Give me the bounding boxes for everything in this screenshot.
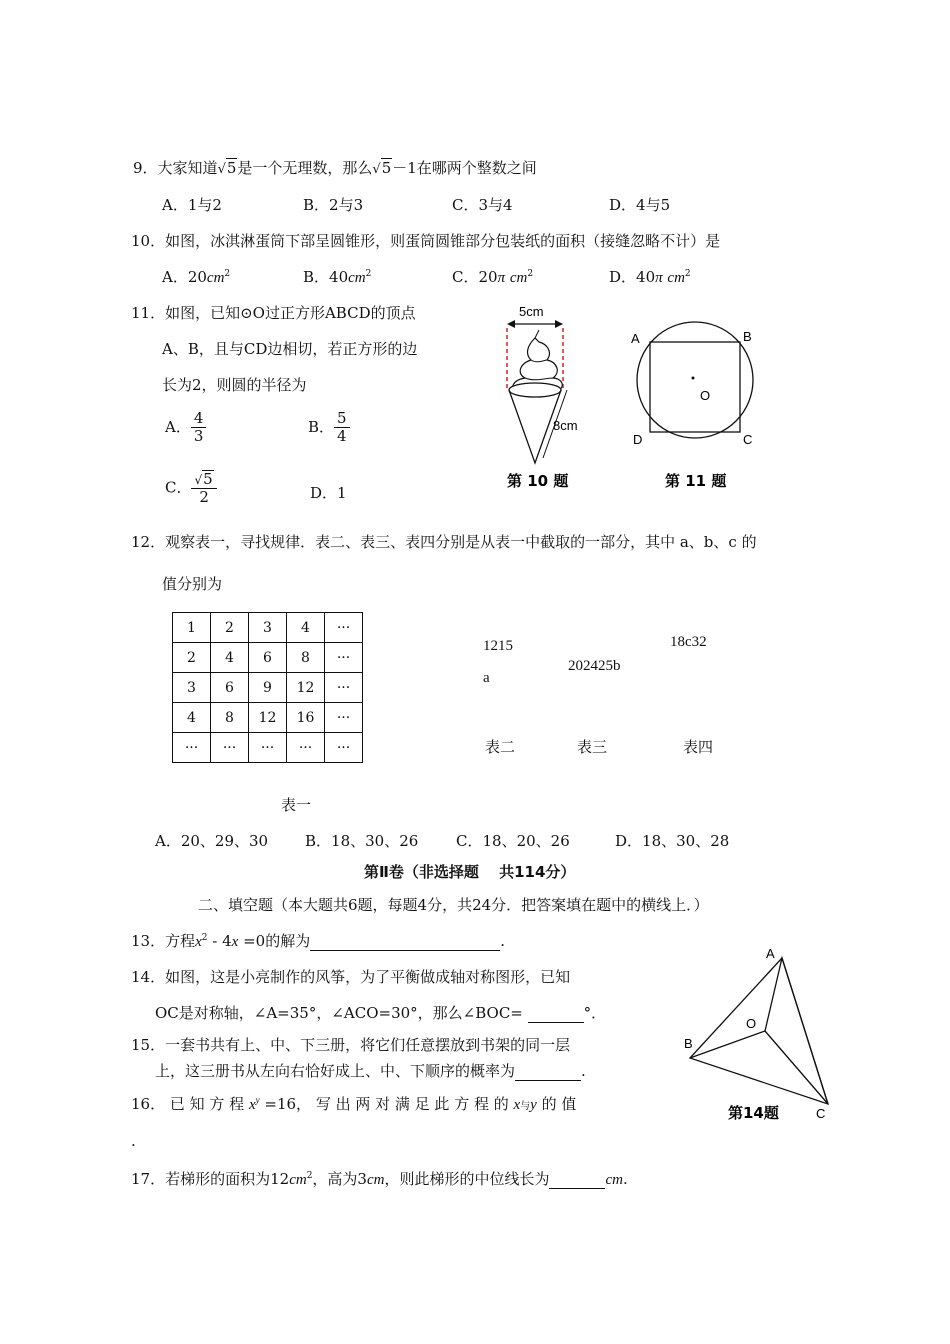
q11-line3: 长为2，则圆的半径为: [162, 376, 307, 394]
table2-row1: 1215: [483, 638, 513, 654]
fig11-circle-square: [625, 318, 765, 496]
q12-option-d: D．18、30、28: [615, 832, 730, 850]
fig14-upper-triangle: [765, 958, 828, 1104]
table1-caption: 表一: [281, 796, 312, 814]
table-cell: 8: [287, 643, 325, 673]
fig11-label-b: B: [743, 329, 752, 344]
table-cell: 2: [173, 643, 211, 673]
table4-row: 18c32: [670, 634, 707, 650]
table-row: [173, 733, 363, 763]
table-cell: 2: [211, 613, 249, 643]
q12-option-c: C．18、20、26: [456, 832, 570, 850]
fig11-circle: [637, 322, 753, 438]
table-cell: 12: [287, 673, 325, 703]
table4-caption: 表四: [683, 738, 714, 756]
table-row: [173, 703, 363, 733]
q11-option-c: C． $\frac{√5}{2}$: [165, 470, 217, 507]
table-cell: 3: [249, 613, 287, 643]
q14-answer-blank[interactable]: [528, 1006, 584, 1023]
q12-option-b: B．18、30、26: [305, 832, 419, 850]
table-cell: 4: [211, 643, 249, 673]
q11-line2: A、B，且与CD边相切，若正方形的边: [162, 340, 418, 358]
fig11-center-dot: [692, 377, 695, 380]
table-cell: ···: [325, 613, 363, 643]
q10-option-c: C．20π $cm^2$: [452, 268, 534, 286]
q9-option-b: B．2与3: [303, 196, 364, 214]
table-cell: 6: [249, 643, 287, 673]
section2-title: 第Ⅱ卷（非选择题 共114分）: [364, 863, 576, 881]
table-cell: ···: [325, 703, 363, 733]
q9-option-d: D．4与5: [609, 196, 671, 214]
fig11-caption: 第 11 题: [665, 472, 727, 490]
table-row: [173, 643, 363, 673]
fig11-label-a: A: [631, 331, 640, 346]
q16: 16． 已 知 方 程 $x^y =16$， 写 出 两 对 满 足 此 方 程 的 x与y 的 值: [131, 1095, 577, 1113]
table3-row: 202425b: [568, 658, 621, 674]
q11-option-b: B． $\frac{5}{4}$: [308, 410, 350, 446]
section2-instructions: 二、填空题（本大题共6题，每题4分，共24分．把答案填在题中的横线上．）: [198, 896, 709, 914]
table-cell: 4: [173, 703, 211, 733]
fig14-label-o: O: [746, 1016, 757, 1031]
q17: 17．若梯形的面积为$12cm^2$，高为3cm，则此梯形的中位线长为 cm.: [131, 1170, 628, 1188]
table-cell: 9: [249, 673, 287, 703]
q10-option-b: B．$40cm^2$: [303, 268, 372, 286]
q17-answer-blank[interactable]: [549, 1172, 605, 1189]
table-row: [173, 673, 363, 703]
fig10-side-label: 8cm: [553, 418, 578, 433]
q10-option-a: A．$20cm^2$: [162, 268, 231, 286]
table-cell: ···: [173, 733, 211, 763]
table2-row2: a: [483, 670, 490, 686]
q11-line1: 11．如图，已知⊙O过正方形ABCD的顶点: [131, 304, 416, 322]
q14-line1: 14．如图，这是小亮制作的风筝，为了平衡做成轴对称图形，已知: [131, 968, 571, 986]
table1: [172, 612, 363, 763]
table-row: [173, 613, 363, 643]
q13-answer-blank[interactable]: [310, 934, 500, 951]
table-cell: ···: [325, 673, 363, 703]
table2-caption: 表二: [485, 738, 516, 756]
fig11-square: [650, 342, 740, 432]
table-cell: 3: [173, 673, 211, 703]
fig14-caption: 第14题: [728, 1104, 779, 1122]
fig14-label-c: C: [816, 1106, 826, 1121]
fig14-ob-line: [690, 1031, 765, 1058]
q12-line2: 值分别为: [162, 575, 223, 593]
table-cell: 6: [211, 673, 249, 703]
table-cell: ···: [325, 733, 363, 763]
table-cell: ···: [287, 733, 325, 763]
q15-line2: 上，这三册书从左向右恰好成上、中、下顺序的概率为 .: [155, 1062, 586, 1080]
fig14-kite: [680, 940, 850, 1125]
q14-line2: OC是对称轴，∠A=35°，∠ACO=30°，那么∠BOC= °．: [155, 1004, 607, 1022]
fig14-label-b: B: [684, 1036, 693, 1051]
q16-period: .: [131, 1132, 136, 1150]
fig10-cone-rim: [509, 383, 561, 397]
fig14-label-a: A: [766, 946, 775, 961]
table-cell: ···: [249, 733, 287, 763]
q15-answer-blank[interactable]: [515, 1064, 581, 1081]
q12-option-a: A．20、29、30: [155, 832, 269, 850]
table-cell: 4: [287, 613, 325, 643]
table-cell: 12: [249, 703, 287, 733]
q11-option-a: A． $\frac{4}{3}$: [165, 410, 206, 446]
table-cell: 8: [211, 703, 249, 733]
q13: 13．方程$x^2 - 4x =0$的解为 .: [131, 932, 506, 950]
fig10-ice-cream-cone: [495, 298, 610, 498]
q11-option-d: D．1: [310, 484, 347, 502]
fig11-label-o: O: [700, 388, 711, 403]
q10-stem: 10．如图，冰淇淋蛋筒下部呈圆锥形，则蛋筒圆锥部分包装纸的面积（接缝忽略不计）是: [131, 232, 721, 250]
fig14-outer-triangle: [690, 958, 828, 1104]
table3-caption: 表三: [577, 738, 608, 756]
fig10-top-label: 5cm: [519, 304, 544, 319]
table-cell: 1: [173, 613, 211, 643]
q15-line1: 15．一套书共有上、中、下三册，将它们任意摆放到书架的同一层: [131, 1036, 571, 1054]
q9-stem: 9．大家知道√5是一个无理数，那么√5－1在哪两个整数之间: [133, 159, 537, 177]
table-cell: 16: [287, 703, 325, 733]
q10-option-d: D．40π $cm^2$: [609, 268, 691, 286]
fig11-label-c: C: [743, 432, 753, 447]
q9-option-a: A．1与2: [162, 196, 222, 214]
q9-option-c: C．3与4: [452, 196, 513, 214]
fig11-label-d: D: [633, 432, 643, 447]
table-cell: ···: [211, 733, 249, 763]
table-cell: ···: [325, 643, 363, 673]
q12-line1: 12．观察表一，寻找规律．表二、表三、表四分别是从表一中截取的一部分，其中 a、b、c 的: [131, 533, 757, 551]
fig10-caption: 第 10 题: [507, 472, 569, 490]
